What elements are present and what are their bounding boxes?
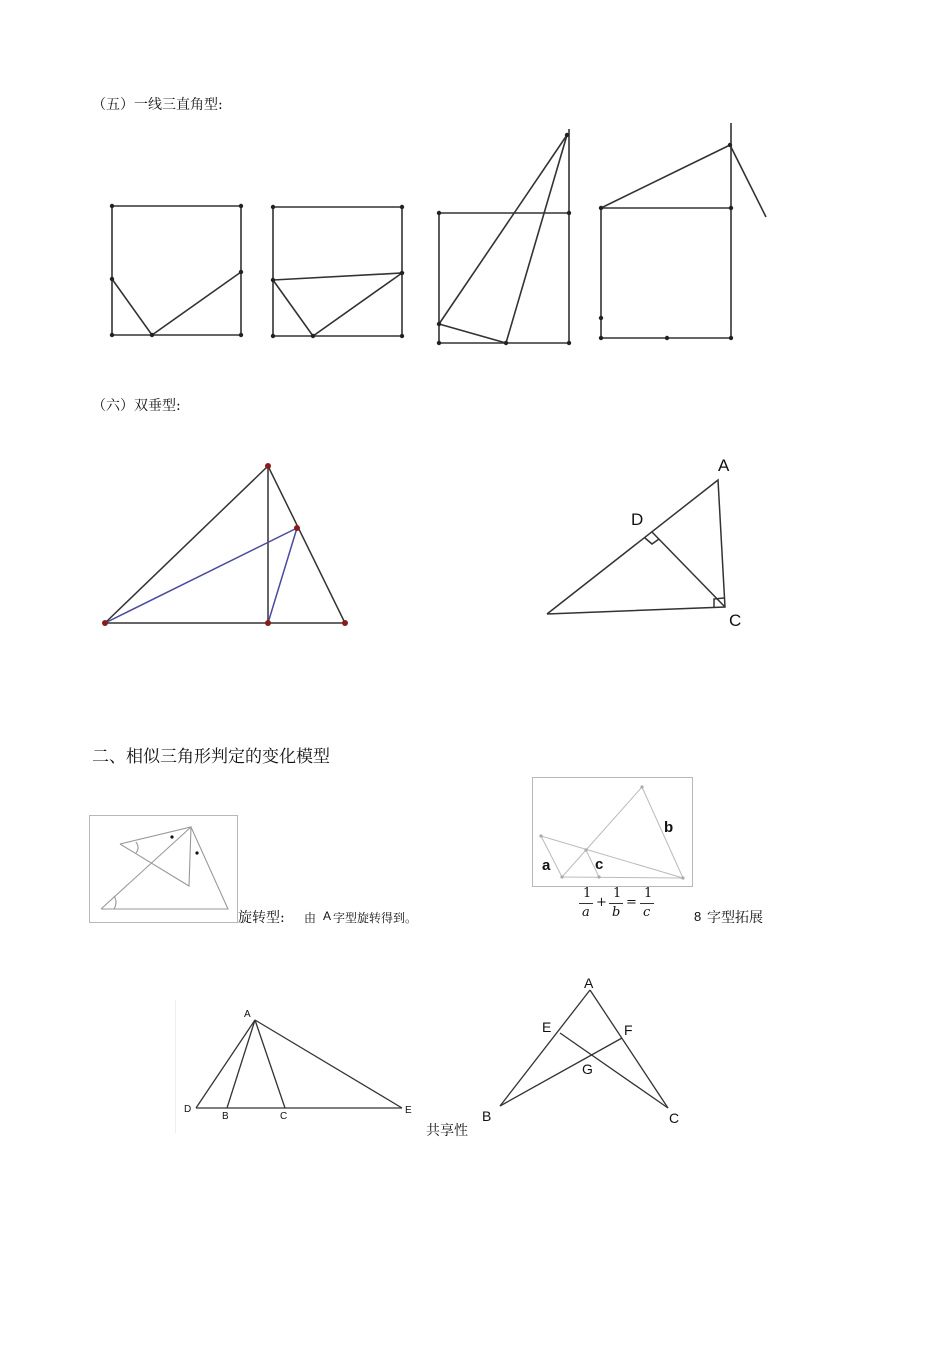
shared-label-e: E	[405, 1105, 412, 1116]
figure-2-diagram	[273, 207, 402, 336]
segment-label-b: b	[664, 819, 674, 836]
figure-3-diagram	[439, 129, 569, 343]
shared-type-caption: 共享性	[426, 1123, 468, 1139]
point-label-c: C	[729, 611, 742, 630]
formula-den-c: c	[643, 905, 651, 920]
rotation-desc-suffix: 字型旋转得到。	[333, 911, 418, 925]
shared-label-b: B	[222, 1111, 229, 1122]
figure-1-diagram	[112, 206, 241, 335]
reciprocal-formula	[576, 886, 660, 926]
rotation-type-title: 旋转型:	[238, 910, 285, 926]
one-line-three-right-angles-figures	[0, 0, 950, 400]
point-label-d: D	[631, 510, 644, 529]
section-6-heading: （六）双垂型:	[92, 398, 181, 414]
shared-label-a: A	[244, 1009, 251, 1020]
formula-num-2: 1	[613, 886, 622, 901]
section-5-heading: （五）一线三直角型:	[92, 97, 223, 113]
formula-num-1: 1	[583, 886, 592, 901]
segment-label-a: a	[542, 857, 551, 874]
label-e: E	[542, 1019, 552, 1035]
eight-shape-caption-text: 字型拓展	[707, 910, 763, 926]
rotation-desc-prefix: 由	[304, 911, 317, 925]
formula-equals: =	[626, 895, 637, 910]
label-g: G	[582, 1061, 593, 1077]
label-c: C	[669, 1110, 680, 1126]
rotation-desc-letter: A	[323, 909, 332, 923]
figure-4-diagram	[601, 123, 766, 338]
formula-plus: +	[596, 895, 607, 910]
shared-label-c: C	[280, 1111, 288, 1122]
shared-type-diagram	[175, 1000, 424, 1133]
segment-label-c: c	[595, 856, 604, 873]
crossed-cevians-diagram	[480, 970, 700, 1130]
formula-den-a: a	[582, 905, 590, 920]
label-a: A	[584, 975, 594, 991]
point-label-a: A	[718, 456, 730, 475]
label-b: B	[482, 1108, 492, 1124]
double-perpendicular-left-diagram	[0, 440, 400, 650]
part-2-heading: 二、相似三角形判定的变化模型	[92, 747, 330, 767]
eight-shape-caption-number: 8	[694, 909, 702, 924]
formula-num-3: 1	[644, 886, 653, 901]
shared-label-d: D	[184, 1104, 192, 1115]
rotation-type-diagram	[89, 815, 238, 923]
formula-den-b: b	[612, 905, 621, 920]
label-f: F	[624, 1022, 633, 1038]
